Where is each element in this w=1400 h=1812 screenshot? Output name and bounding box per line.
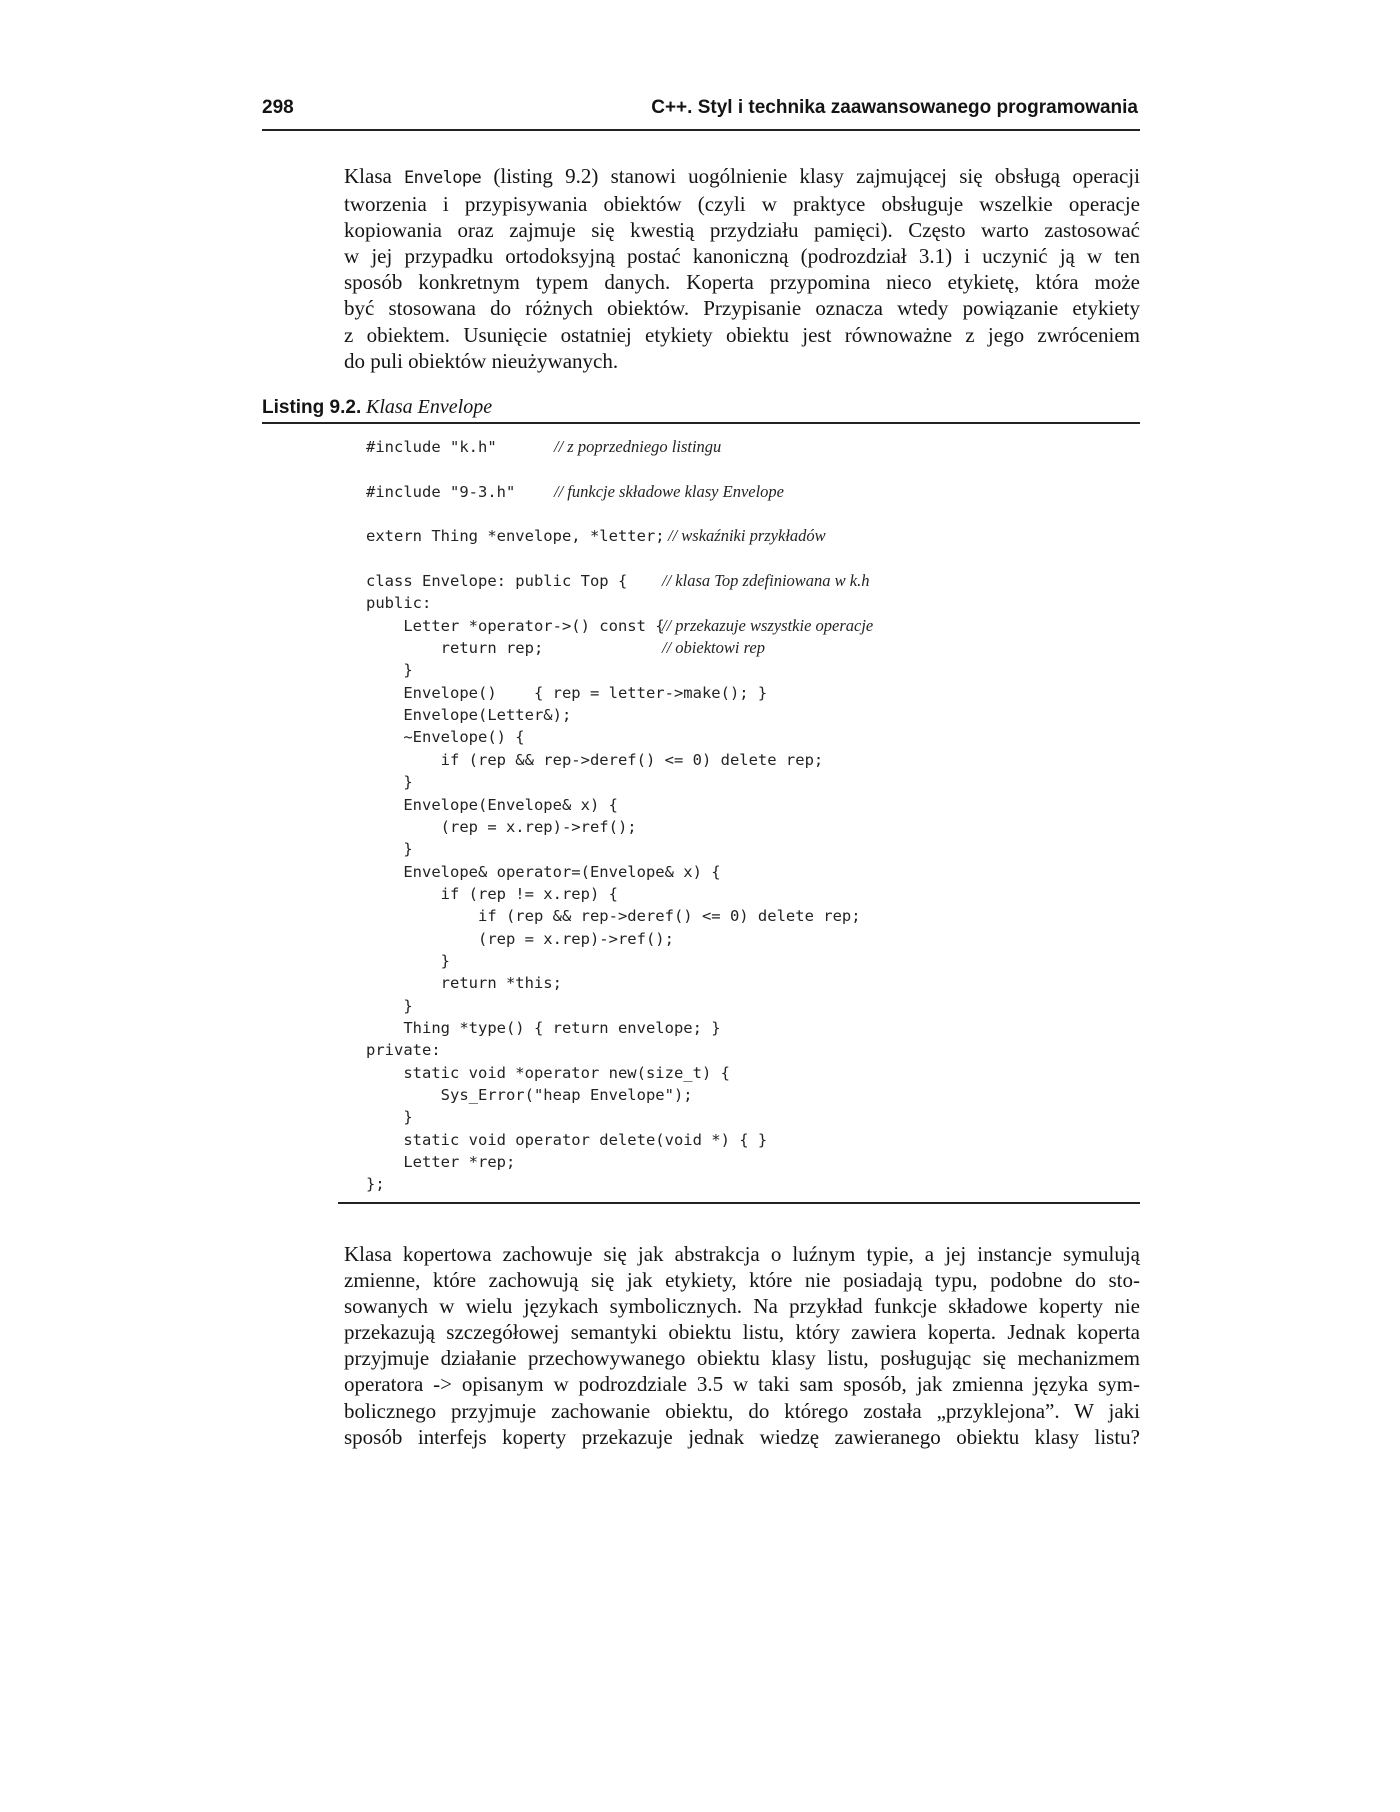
code-text: Thing *type() { return envelope; } — [366, 1018, 721, 1037]
code-text: Envelope(Envelope& x) { — [366, 795, 618, 814]
code-text: } — [366, 661, 413, 680]
code-text: } — [366, 1108, 413, 1127]
paragraph-line: tworzenia i przypisywania obiektów (czyli w praktyce obsługuje wszelkie operacje — [344, 192, 1140, 217]
paragraph-line: Klasa kopertowa zachowuje się jak abstrakcja o luźnym typie, a jej instancje symulują — [344, 1242, 1140, 1266]
code-line — [366, 995, 1140, 1017]
paragraph-line: sposób interfejs koperty przekazuje jednak wiedzę zawieranego obiektu klasy listu? — [344, 1424, 1140, 1449]
code-line — [366, 570, 1140, 592]
code-text: Letter *operator->() const { — [366, 616, 665, 635]
code-text: Envelope(Letter&); — [366, 706, 572, 725]
code-text: private: — [366, 1041, 441, 1060]
code-comment: // z poprzedniego listingu — [554, 437, 722, 456]
code-line — [366, 1084, 1140, 1106]
code-text: } — [366, 951, 450, 970]
code-line — [366, 928, 1140, 950]
code-line — [366, 592, 1140, 614]
code-text: if (rep != x.rep) { — [366, 884, 618, 903]
paragraph-line: z obiektem. Usunięcie ostatniej etykiety obiektu jest równoważne z jego zwróceniem — [344, 322, 1140, 347]
paragraph-line: do puli obiektów nieużywanych. — [344, 348, 619, 373]
code-text: ~Envelope() { — [366, 728, 525, 747]
text-run: (listing 9.2) stanowi uogólnienie klasy zajmującej się obsługą operacji — [481, 164, 1140, 188]
code-line — [366, 794, 1140, 816]
code-text: #include "9-3.h" — [366, 482, 516, 501]
code-line — [366, 726, 1140, 748]
inline-code: Envelope — [404, 168, 482, 188]
code-line — [366, 436, 1140, 458]
code-text: return *this; — [366, 974, 562, 993]
code-line — [366, 1062, 1140, 1084]
code-line — [366, 1017, 1140, 1039]
code-line — [366, 883, 1140, 905]
listing-label: Listing 9.2. — [262, 397, 362, 418]
code-text: if (rep && rep->deref() <= 0) delete rep; — [366, 907, 861, 926]
text-run: Klasa — [344, 164, 405, 188]
code-line — [366, 637, 1140, 659]
code-text: (rep = x.rep)->ref(); — [366, 929, 674, 948]
code-line — [366, 659, 1140, 681]
code-line — [366, 1039, 1140, 1061]
paragraph-line: zmienne, które zachowują się jak etykiety, które nie posiadają typu, podobne do sto- — [344, 1268, 1140, 1293]
listing-end-rule — [338, 1202, 1140, 1204]
paragraph-line: przekazują szczegółowej semantyki obiektu listu, który zawiera koperta. Jednak koperta — [344, 1320, 1140, 1345]
paragraph-line: operatora -> opisanym w podrozdziale 3.5 w taki sam sposób, jak zmienna języka sym- — [344, 1372, 1140, 1397]
paragraph-line: sposób konkretnym typem danych. Koperta przypomina nieco etykietę, która może — [344, 270, 1140, 295]
code-text: Envelope() { rep = letter->make(); } — [366, 683, 768, 702]
code-line — [366, 905, 1140, 927]
code-text: } — [366, 840, 413, 859]
code-text: extern Thing *envelope, *letter; — [366, 527, 665, 546]
paragraph-line — [344, 163, 1140, 191]
code-line — [366, 503, 1140, 525]
code-line — [366, 481, 1140, 503]
code-line — [366, 771, 1140, 793]
code-line — [366, 1129, 1140, 1151]
code-text: return rep; — [366, 639, 544, 658]
paragraph-line: przyjmuje działanie przechowywanego obiektu klasy listu, posługując się mechanizmem — [344, 1346, 1140, 1371]
code-text: static void *operator new(size_t) { — [366, 1063, 730, 1082]
code-text: } — [366, 996, 413, 1015]
code-comment: // obiektowi rep — [662, 638, 765, 658]
code-text: Sys_Error("heap Envelope"); — [366, 1085, 693, 1104]
page-number: 298 — [262, 97, 294, 118]
paragraph-line: sowanych w wielu językach symbolicznych. Na przykład funkcje składowe koperty nie — [344, 1294, 1140, 1319]
code-text: (rep = x.rep)->ref(); — [366, 817, 637, 836]
code-line — [366, 1106, 1140, 1128]
paragraph-envelope-class — [344, 1241, 1140, 1450]
paragraph-line: kopiowania oraz zajmuje się kwestią przydziału pamięci). Często warto zastosować — [344, 218, 1140, 243]
running-header — [262, 95, 1140, 131]
code-line — [366, 1173, 1140, 1195]
code-comment: // funkcje składowe klasy Envelope — [554, 481, 785, 501]
code-text: } — [366, 773, 413, 792]
code-text: Envelope& operator=(Envelope& x) { — [366, 862, 721, 881]
code-text: if (rep && rep->deref() <= 0) delete rep; — [366, 750, 824, 769]
code-line — [366, 838, 1140, 860]
code-line — [366, 615, 1140, 637]
code-line — [366, 950, 1140, 972]
code-line — [366, 816, 1140, 838]
code-comment: // wskaźniki przykładów — [668, 526, 826, 546]
code-line — [366, 548, 1140, 570]
code-line — [366, 704, 1140, 726]
code-text: }; — [366, 1175, 385, 1194]
code-line — [366, 749, 1140, 771]
code-line — [366, 972, 1140, 994]
code-line — [366, 458, 1140, 480]
book-title: C++. Styl i technika zaawansowanego programowania — [651, 97, 1138, 118]
code-text: static void operator delete(void *) { } — [366, 1130, 768, 1149]
paragraph-line: być stosowana do różnych obiektów. Przypisanie oznacza wtedy powiązanie etykiety — [344, 296, 1140, 321]
code-line — [366, 861, 1140, 883]
code-text: class Envelope: public Top { — [366, 572, 628, 591]
code-text: Letter *rep; — [366, 1153, 516, 1171]
code-comment: // klasa Top zdefiniowana w k.h — [662, 571, 870, 591]
code-line — [366, 525, 1140, 547]
code-text: #include "k.h" — [366, 438, 497, 456]
code-listing — [366, 436, 1140, 1196]
paragraph-line: w jej przypadku ortodoksyjną postać kanoniczną (podrozdział 3.1) i uczynić ją w ten — [344, 244, 1140, 269]
paragraph-line: bolicznego przyjmuje zachowanie obiektu, do którego została „przyklejona”. W jaki — [344, 1398, 1140, 1423]
paragraph-intro — [344, 163, 1140, 374]
code-comment: // przekazuje wszystkie operacje — [662, 615, 874, 635]
code-text: public: — [366, 594, 432, 613]
listing-caption — [262, 396, 1140, 424]
listing-title: Klasa Envelope — [366, 396, 493, 418]
code-line — [366, 1151, 1140, 1173]
code-line — [366, 682, 1140, 704]
